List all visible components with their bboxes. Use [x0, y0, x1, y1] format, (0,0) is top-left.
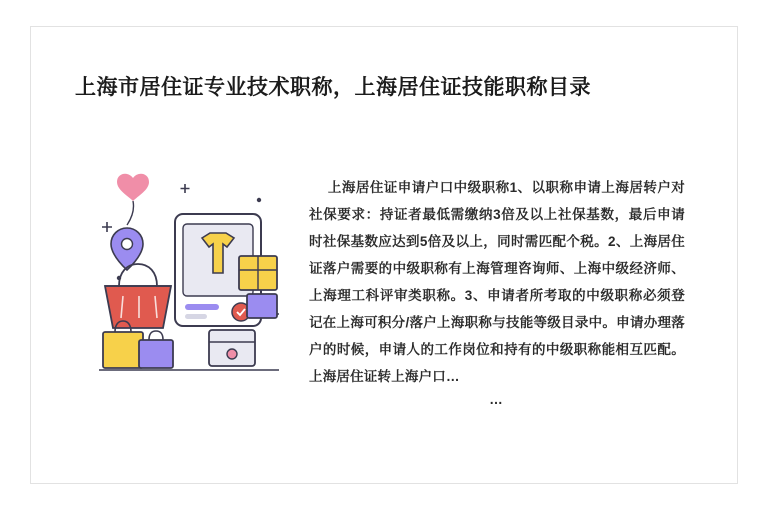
- article-body-area: [71, 160, 697, 407]
- illustration-svg: [89, 160, 299, 390]
- article-ellipsis: …: [489, 392, 505, 408]
- page-title: 上海市居住证专业技术职称，上海居住证技能职称目录: [75, 76, 591, 99]
- shopping-illustration: [89, 160, 299, 390]
- article-paragraph: 上海居住证申请户口中级职称1、以职称申请上海居转户对社保要求：持证者最低需缴纳3倍及以上社保基数，最后申请时社保基数应达到5倍及以上，同时需匹配个税。2、上海居住证落户需要的中级职称有上海管理咨询师、上海中级经济师、上海理工科评审类职称。3、申请者所考取的中级职称必须登记在上海可积分/落户上海职称与技能等级目录中。申请办理落户的时候，申请人的工作岗位和持有的中级职称能相互匹配。上海居住证转上海户口…: [309, 180, 685, 385]
- article-text: [299, 160, 697, 407]
- content-frame: [30, 26, 738, 484]
- shopping-basket-icon: [105, 264, 171, 328]
- heart-icon: [117, 174, 149, 225]
